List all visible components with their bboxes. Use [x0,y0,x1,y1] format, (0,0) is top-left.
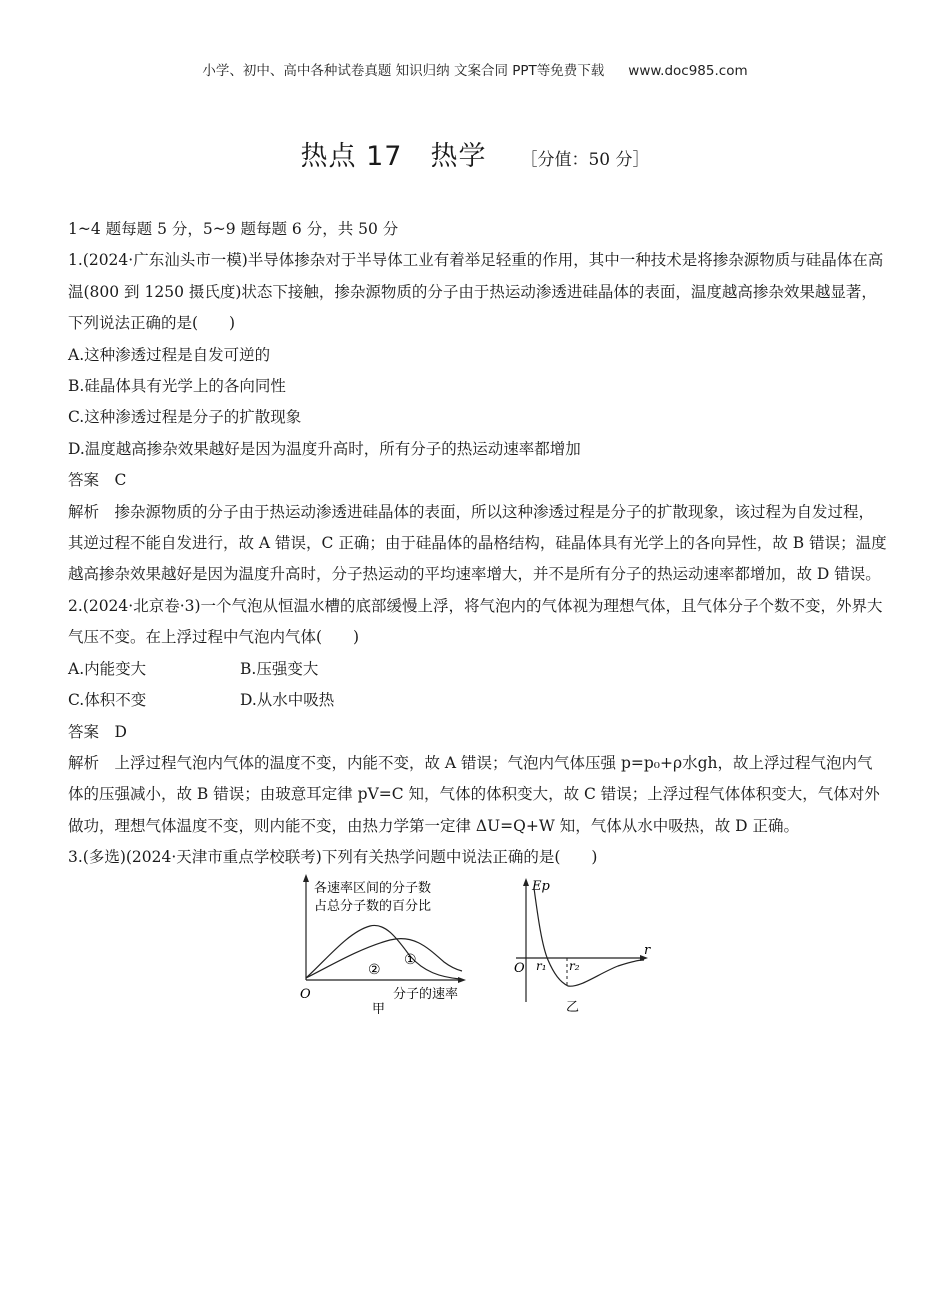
q2-option-d: D.从水中吸热 [240,691,335,710]
header-text: 小学、初中、高中各种试卷真题 知识归纳 文案合同 PPT等免费下载 [202,63,605,79]
yi-potential-curve [534,888,644,986]
q2-option-c: C.体积不变 [68,691,147,710]
jia-origin: O [300,986,311,1002]
yi-xlabel: r [644,942,651,958]
yi-origin: O [514,960,525,976]
jia-ylabel-2: 占总分子数的百分比 [314,898,432,914]
jia-caption: 甲 [372,1001,386,1014]
q1-analysis: 解析 掺杂源物质的分子由于热运动渗透进硅晶体的表面，所以这种渗透过程是分子的扩散现象，该过程为自发过程，其逆过程不能自发进行，故 A 错误，C 正确；由于硅晶体的晶格结构，硅晶体具有光学上的各向异性，故 B 错误；温度越高掺杂效果越好是因为温度升高时，分子热运动的平均速率增大，并不是所有分子的热运动速率都增加，故 D 错误。 [68,502,887,584]
content [68,214,888,1014]
figure-yi [514,878,651,1014]
q3-figures [68,874,888,1014]
header-site: www.doc985.com [628,63,748,79]
page-header [0,59,950,79]
q2-answer: 答案 D [68,722,127,741]
title-main: 热点 17 热学 [300,141,487,172]
yi-y-arrow [523,878,529,886]
jia-y-arrow [303,874,309,882]
figure-jia [300,874,466,1014]
yi-ylabel: Ep [532,878,550,894]
q2-options-row-1 [68,654,888,685]
q2-analysis: 解析 上浮过程气泡内气体的温度不变，内能不变，故 A 错误；气泡内气体压强 p=p₀+ρ水gh，故上浮过程气泡内气体的压强减小，故 B 错误；由玻意耳定律 pV=C 知，气体的体积变大，故 C 错误；上浮过程气体体积变大，气体对外做功，理想气体温度不变，则内能不变，由热力学第一定律 ΔU=Q+W 知，气体从水中吸热，故 D 正确。 [68,753,880,835]
q1-option-d: D.温度越高掺杂效果越好是因为温度升高时，所有分子的热运动速率都增加 [68,439,581,458]
jia-curve-2-label: ② [368,961,381,978]
jia-curve-2 [306,925,460,979]
intro: 1~4 题每题 5 分，5~9 题每题 6 分，共 50 分 [68,220,399,238]
q1-option-b: B.硅晶体具有光学上的各向同性 [68,377,286,396]
title-score: ［分值：50 分］ [520,150,650,170]
jia-curve-1-label: ① [404,951,417,968]
q2-option-a: A.内能变大 [68,659,147,678]
q1-stem: 1.(2024·广东汕头市一模)半导体掺杂对于半导体工业有着举足轻重的作用，其中一种技术是将掺杂源物质与硅晶体在高温(800 到 1250 摄氏度)状态下接触，掺杂源物质的分子由于热运动渗透进硅晶体的表面，温度越高掺杂效果越显著，下列说法正确的是( ) [68,251,884,333]
q2-options-row-2 [68,685,888,716]
jia-curve-1 [306,938,462,977]
jia-xlabel: 分子的速率 [393,986,459,1002]
q1-option-a: A.这种渗透过程是自发可逆的 [68,345,271,364]
yi-r2-label: r₂ [569,958,580,973]
jia-ylabel-1: 各速率区间的分子数 [314,880,432,896]
q3-stem: 3.(多选)(2024·天津市重点学校联考)下列有关热学问题中说法正确的是( ) [68,848,598,867]
yi-r1-label: r₁ [536,958,547,973]
q2-option-b: B.压强变大 [240,659,319,678]
q2-stem: 2.(2024·北京卷·3)一个气泡从恒温水槽的底部缓慢上浮，将气泡内的气体视为理想气体，且气体分子个数不变，外界大气压不变。在上浮过程中气泡内气体( ) [68,596,883,647]
q3-figure-svg [68,874,888,1014]
yi-caption: 乙 [566,999,580,1014]
jia-x-arrow [458,977,466,983]
page-title [0,134,950,173]
q1-option-c: C.这种渗透过程是分子的扩散现象 [68,408,302,427]
q1-answer: 答案 C [68,471,127,490]
